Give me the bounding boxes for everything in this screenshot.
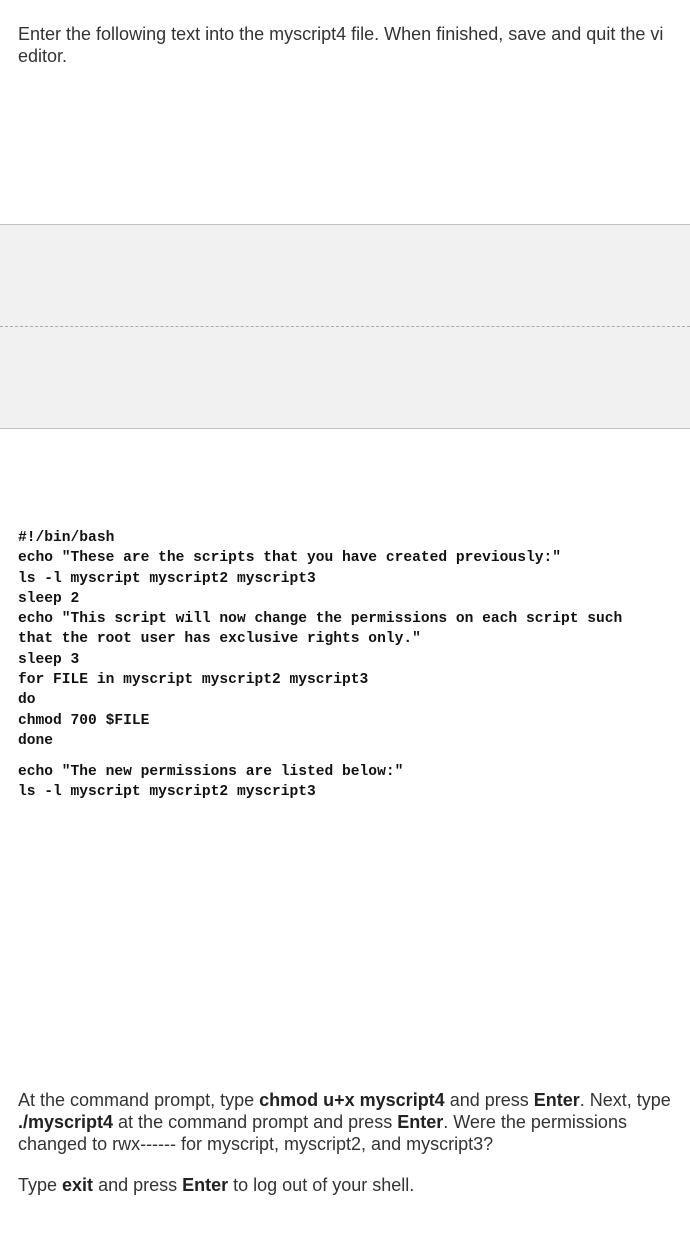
code-line: for FILE in myscript myscript2 myscript3 [18, 672, 369, 689]
code-line: ls -l myscript myscript2 myscript3 [18, 570, 316, 587]
input-area-panel [0, 224, 690, 429]
code-block-script-tail [18, 762, 678, 803]
instruction-text: and press [444, 1090, 534, 1110]
instruction-text: . Were the permissions changed to rwx------ for myscript, myscript2, and myscript3? [18, 1112, 627, 1154]
code-line: that the root user has exclusive rights only." [18, 631, 421, 648]
key-enter: Enter [182, 1175, 229, 1195]
command-run-script: ./myscript4 [18, 1112, 114, 1132]
dashed-divider [0, 326, 690, 327]
instruction-text: . Next, type [579, 1090, 671, 1110]
instruction-text: and press [93, 1175, 183, 1195]
command-chmod: chmod u+x myscript4 [259, 1090, 445, 1110]
code-line: do [18, 692, 36, 709]
key-enter: Enter [533, 1090, 580, 1110]
key-enter: Enter [397, 1112, 444, 1132]
code-line: echo "The new permissions are listed below:" [18, 764, 404, 780]
instruction-text: At the command prompt, type [18, 1090, 260, 1110]
instruction-text: at the command prompt and press [113, 1112, 398, 1132]
instruction-text: Type [18, 1175, 63, 1195]
code-line: echo "This script will now change the permissions on each script such [18, 611, 623, 628]
exit-shell-instruction [18, 1174, 678, 1196]
code-line: sleep 2 [18, 590, 80, 607]
code-line: echo "These are the scripts that you have created previously:" [18, 550, 561, 567]
code-line: done [18, 732, 54, 749]
code-line: ls -l myscript myscript2 myscript3 [18, 784, 316, 801]
command-exit: exit [62, 1175, 94, 1195]
code-line: sleep 3 [18, 651, 80, 668]
code-line: #!/bin/bash [18, 530, 115, 546]
instruction-text: to log out of your shell. [228, 1175, 415, 1195]
run-script-instruction [18, 1089, 678, 1155]
intro-instruction: Enter the following text into the myscript4 file. When finished, save and quit the vi editor. [18, 24, 664, 66]
code-line: chmod 700 $FILE [18, 712, 150, 729]
code-block-script-main [18, 528, 678, 751]
